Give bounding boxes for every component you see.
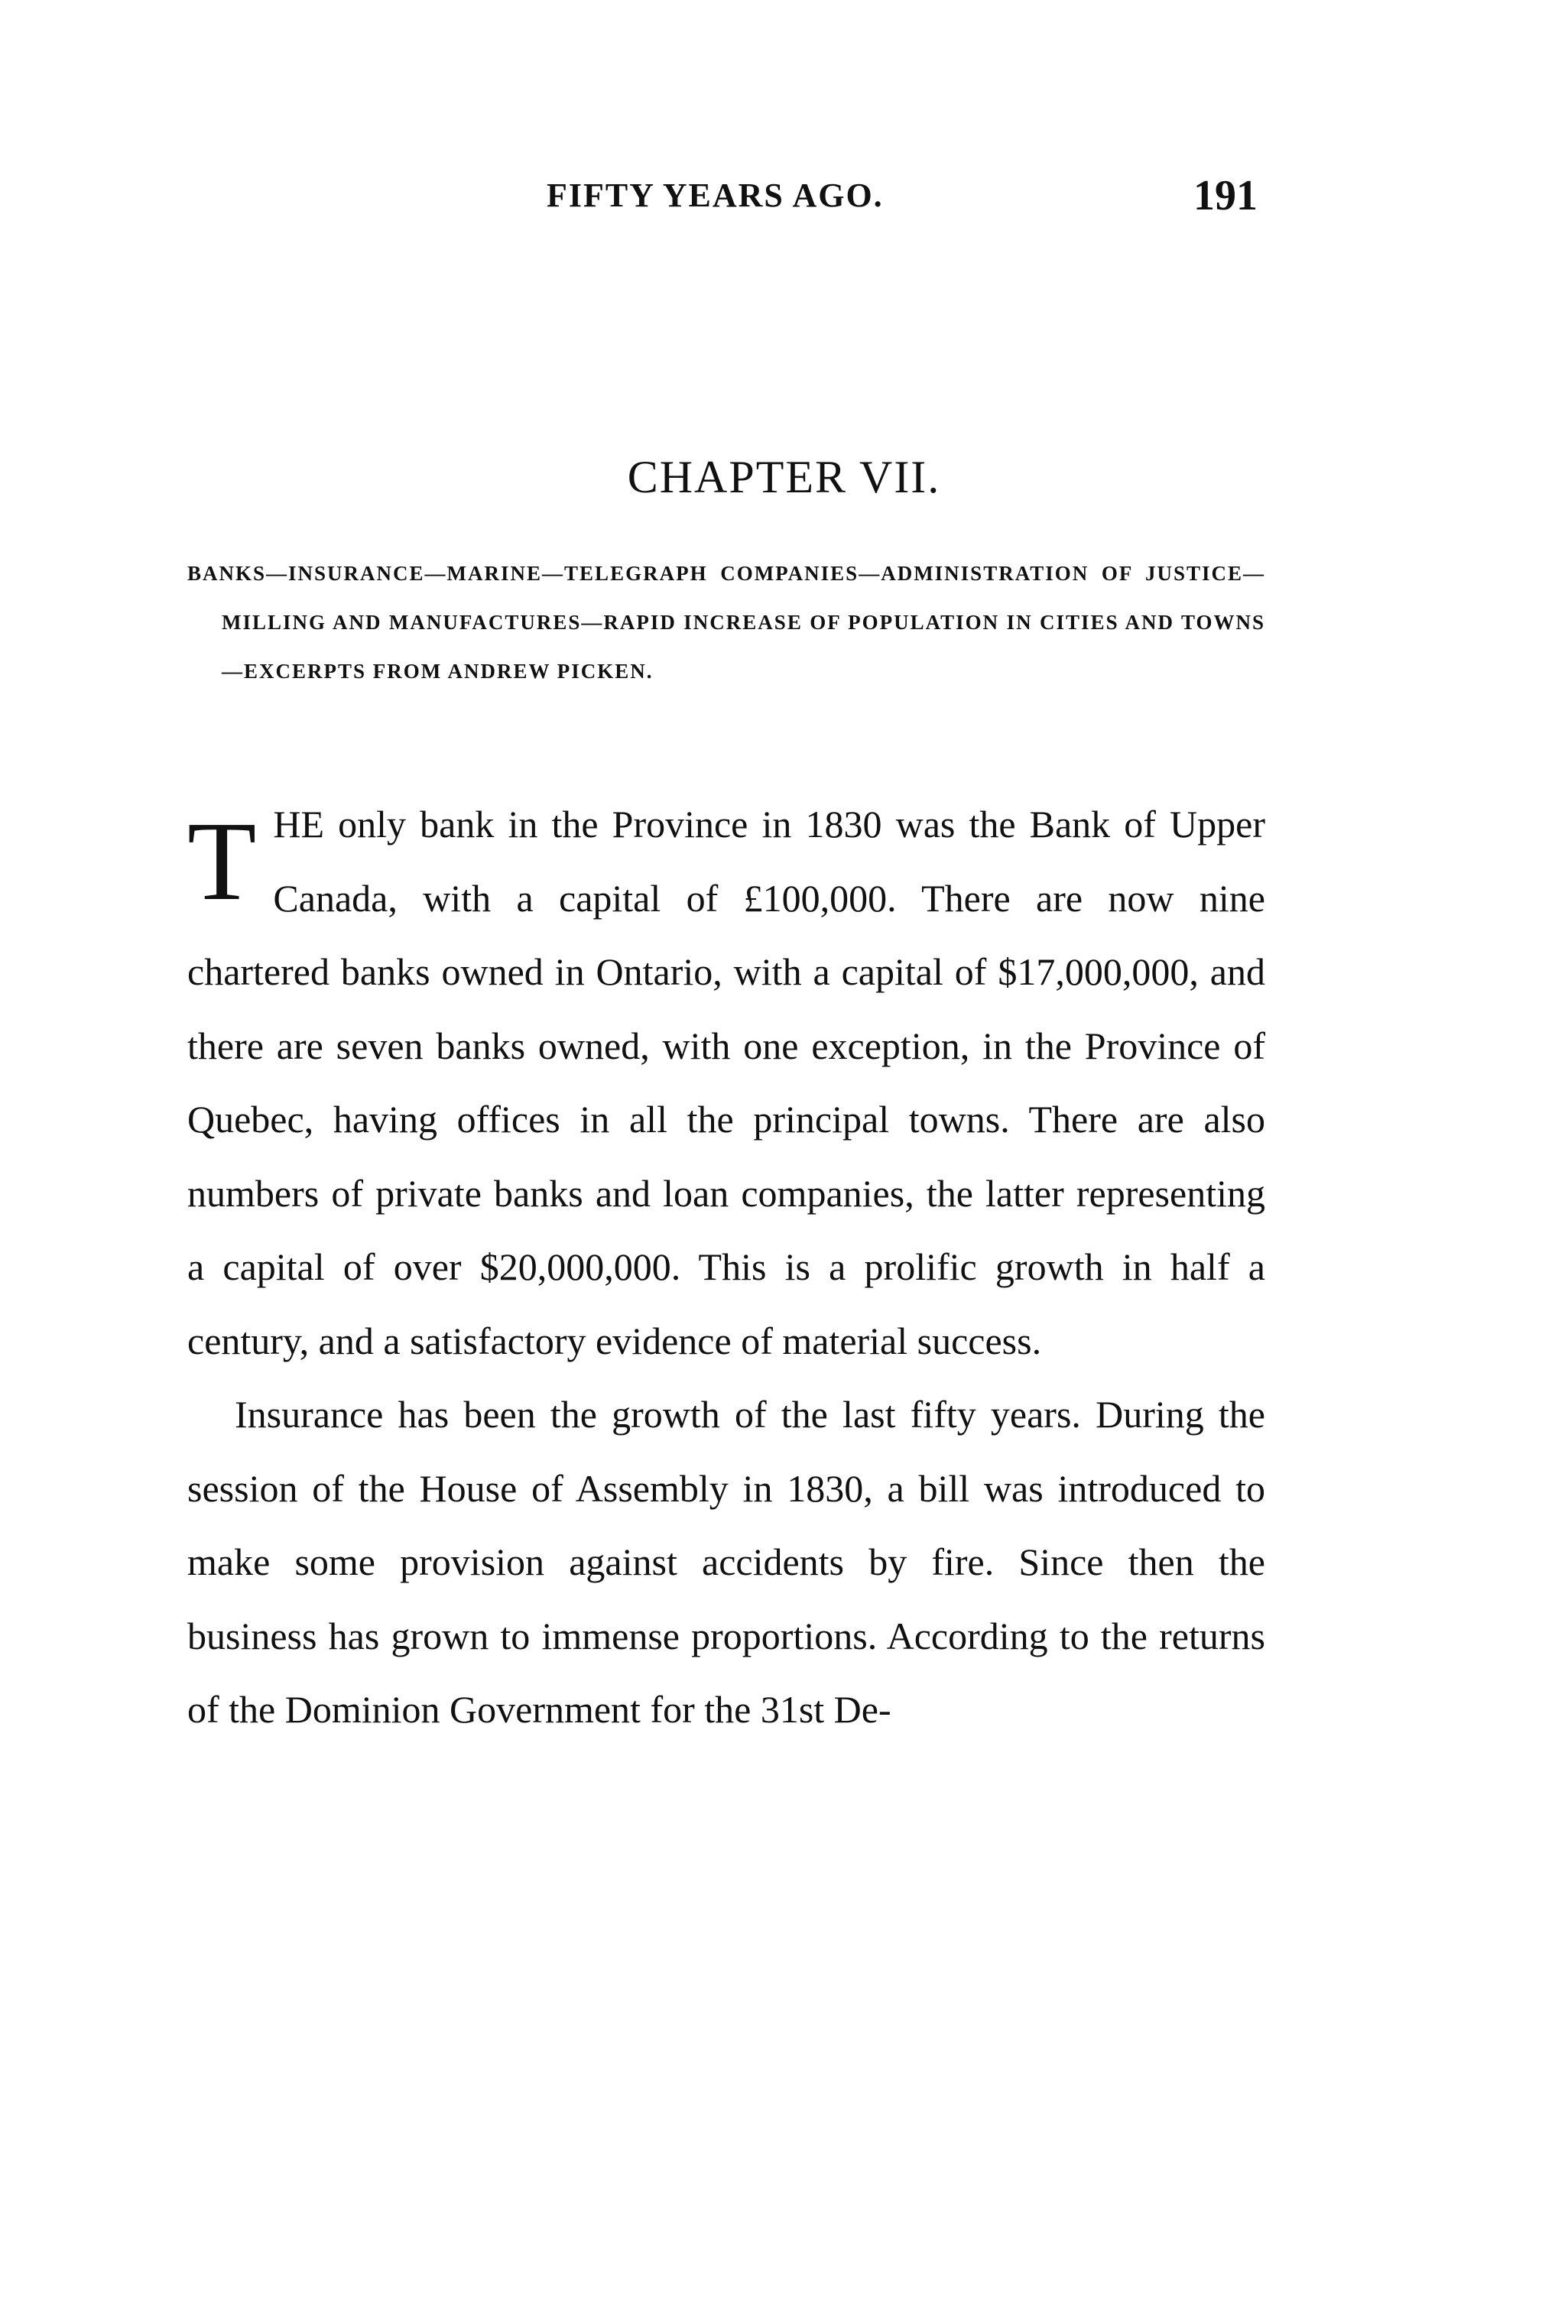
chapter-title: CHAPTER VII.	[627, 452, 941, 502]
chapter-synopsis: BANKS—INSURANCE—MARINE—TELEGRAPH COMPANIES—ADMINISTRATION OF JUSTICE—MILLING AND MANUFACTURES—RAPID INCREASE OF POPULATION IN CITIES AND TOWNS—EXCERPTS FROM ANDREW PICKEN.	[187, 562, 1265, 683]
drop-cap: T	[187, 799, 257, 924]
paragraph-banks-text: HE only bank in the Province in 1830 was the Bank of Upper Canada, with a capital of £100,000. There are now nine chartered banks owned in Ontario, with a capital of $17,000,000, and there are seven banks owned, with one exception, in the Province of Quebec, having offices in all the principal towns. There are also numbers of private banks and loan companies, the latter representing a capital of over $20,000,000. This is a prolific growth in half a century, and a satisfactory evidence of material success.	[187, 803, 1265, 1362]
running-head	[187, 172, 1258, 237]
body-text	[187, 787, 1265, 1747]
paragraph-insurance: Insurance has been the growth of the last fifty years. During the session of the House of Assembly in 1830, a bill was introduced to make some provision against accidents by fire. Since then the business has grown to immense proportions. According to the returns of the Dominion Government for the 31st De-	[187, 1393, 1265, 1731]
page-number: 191	[1193, 172, 1258, 219]
running-title: FIFTY YEARS AGO.	[547, 177, 884, 214]
paragraph-banks	[187, 787, 1265, 1378]
